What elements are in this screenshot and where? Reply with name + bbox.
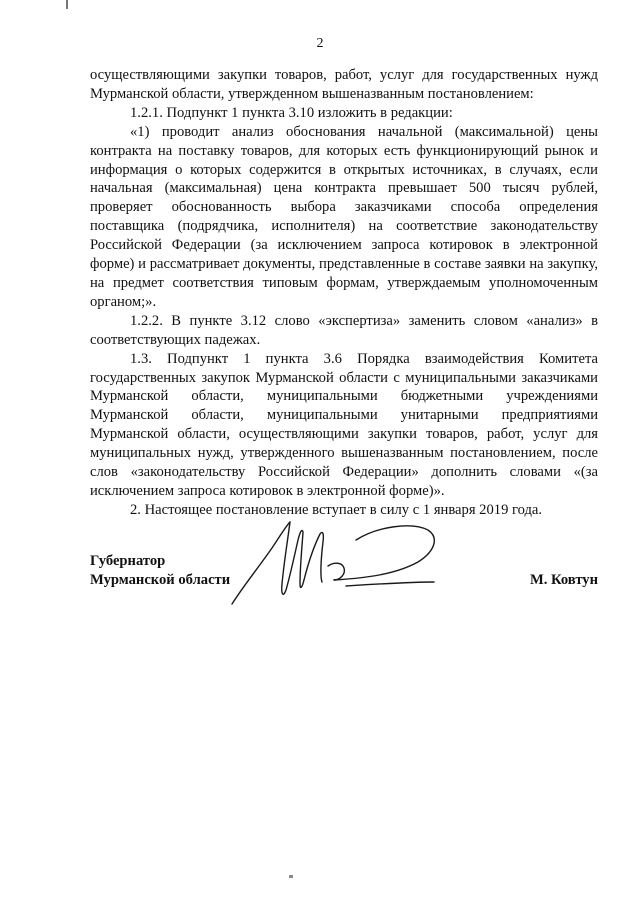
paragraph-1-2-1: 1.2.1. Подпункт 1 пункта 3.10 изложить в редакции: — [130, 104, 453, 121]
paragraph-1-2-2: 1.2.2. В пункте 3.12 слово «экспертиза» заменить словом «анализ» в соответствующих падежах. — [90, 312, 598, 348]
signatory-name: М. Ковтун — [529, 572, 598, 588]
paragraph-1-3: 1.3. Подпункт 1 пункта 3.6 Порядка взаимодействия Комитета государственных закупок Мурманской области с муниципальными заказчиками Мурманской области, муниципальными бюджетными учреждениями Мурманской области, муниципальными унитарными предприятиями Мурманской области, осуществляющими закупки товаров, работ, услуг для муниципальных нужд, утвержденного вышеназванным постановлением, после слов «законодательству Российской Федерации» дополнить словами «(за исключением запроса котировок в электронной форме)». — [90, 350, 598, 499]
handwritten-signature — [228, 518, 448, 608]
signatory-title-line2: Мурманской области — [90, 571, 231, 588]
paragraph-2: 2. Настоящее постановление вступает в силу с 1 января 2019 года. — [130, 501, 543, 518]
signatory-title-line1: Губернатор — [90, 553, 166, 569]
signatory-title — [90, 552, 230, 589]
paragraph-continuation: осуществляющими закупки товаров, работ, услуг для государственных нужд Мурманской области, утвержденном вышеназванным постановлением: — [90, 67, 598, 102]
page-number: 2 — [316, 36, 324, 51]
scan-mark — [66, 0, 68, 9]
document-body — [90, 66, 598, 520]
scan-mark — [289, 875, 293, 878]
paragraph-quoted-subitem: «1) проводит анализ обоснования начальной (максимальной) цены контракта на поставку товаров, для которых есть функционирующий рынок и информация о которых содержится в открытых источниках, в случаях, если начальная (максимальная) цена контракта превышает 500 тысяч рублей, проверяет обоснованность выбора заказчиками способа определения поставщика (подрядчика, исполнителя) на соответствие законодательству Российской Федерации (за исключением запроса котировок в электронной форме) и рассматривает документы, представленные в составе заявки на закупку, на предмет соответствия типовым формам, утверждаемым уполномоченным органом;». — [90, 123, 598, 310]
